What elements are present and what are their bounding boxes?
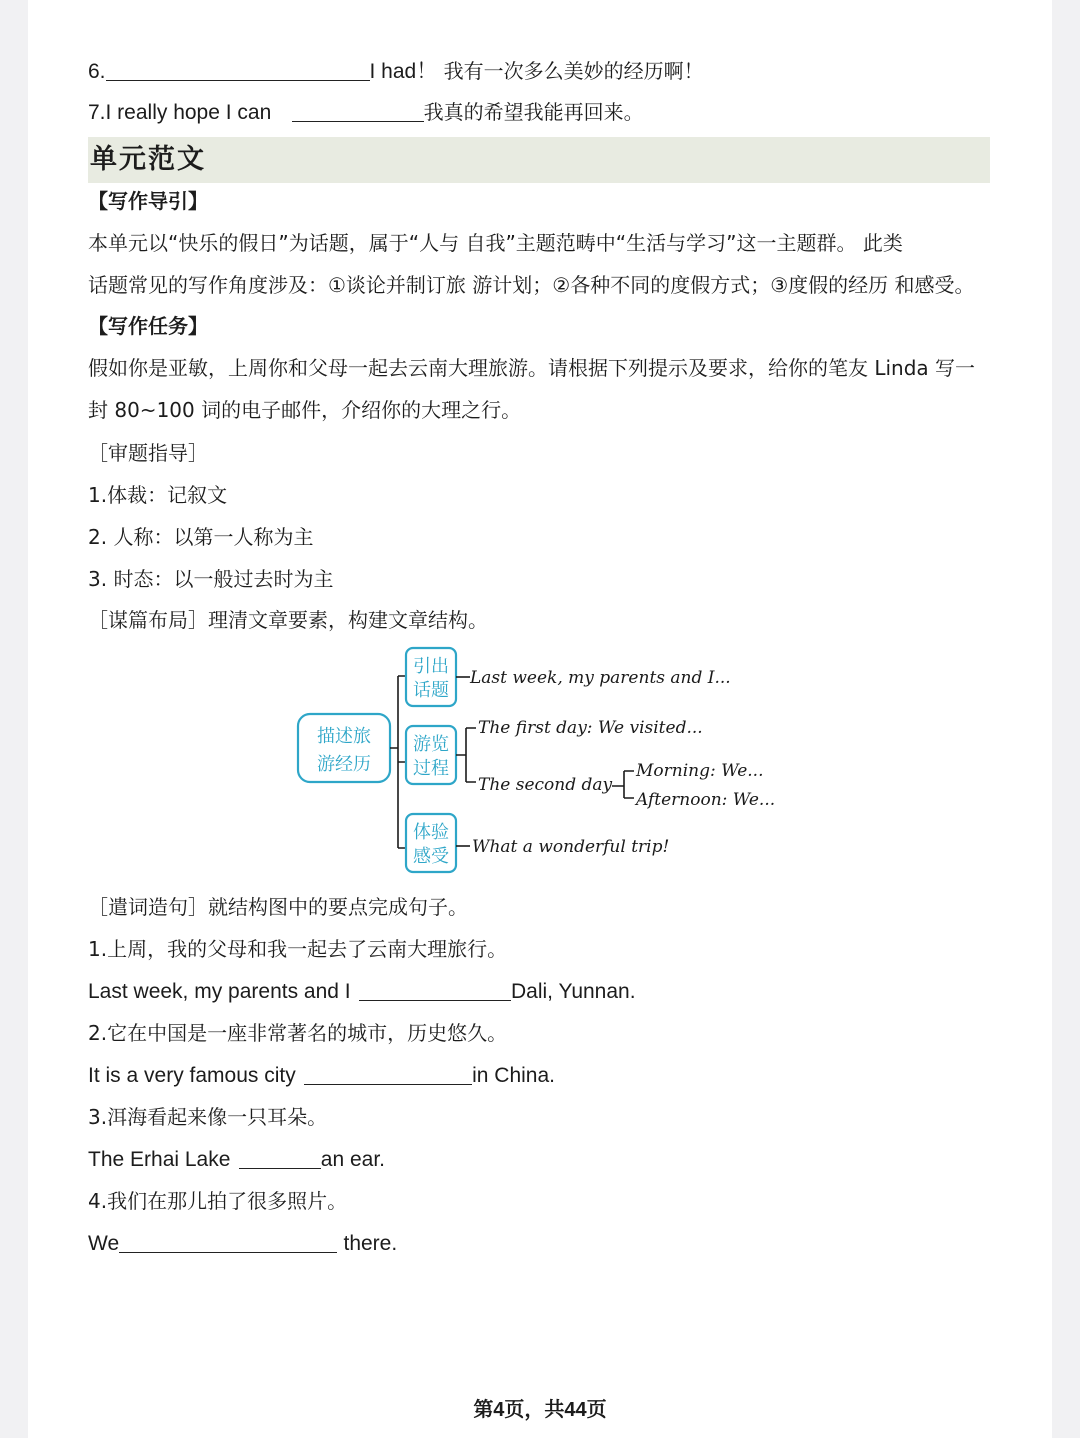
english-text: 7.I really hope I can	[88, 101, 272, 124]
sentence-7	[88, 99, 644, 126]
english-text: I had！	[369, 60, 438, 83]
question-english: The Erhai Lake an ear.	[88, 1148, 386, 1171]
answer-blank[interactable]	[359, 980, 511, 1001]
morning-text: Morning: We...	[636, 761, 764, 781]
writing-task-text: 假如你是亚敏，上周你和父母一起去云南大理旅游。请根据下列提示及要求，给你的笔友 Linda 写一	[88, 356, 976, 380]
item-number: 6.	[88, 60, 106, 83]
answer-blank[interactable]	[119, 1232, 337, 1253]
question-chinese: 2.它在中国是一座非常著名的城市，历史悠久。	[88, 1021, 508, 1045]
sentence-building-heading: ［遣词造句］就结构图中的要点完成句子。	[88, 895, 468, 919]
question-english: Last week, my parents and I Dali, Yunnan.	[88, 980, 636, 1003]
section-header-bar	[88, 137, 990, 183]
feeling-text: What a wonderful trip!	[472, 837, 670, 857]
first-day-text: The first day: We visited...	[478, 718, 703, 738]
answer-blank[interactable]	[239, 1148, 321, 1169]
page-number: 第4页，共44页	[473, 1399, 607, 1421]
chinese-text: 我真的希望我能再回来。	[423, 100, 644, 124]
writing-guide-heading: 【写作导引】	[88, 189, 208, 213]
chinese-text: 我有一次多么美妙的经历啊！	[443, 59, 704, 83]
question-chinese: 4.我们在那儿拍了很多照片。	[88, 1189, 348, 1213]
question-english: We there.	[88, 1232, 398, 1255]
afternoon-text: Afternoon: We...	[636, 790, 776, 810]
intro-text: Last week, my parents and I...	[470, 668, 731, 688]
writing-guide-text: 话题常见的写作角度涉及：①谈论并制订旅 游计划；②各种不同的度假方式；③度假的经历 和感受。	[88, 273, 975, 297]
review-item: 1.体裁：记叙文	[88, 483, 228, 507]
second-day-text: The second day	[478, 775, 613, 795]
writing-task-heading: 【写作任务】	[88, 314, 208, 338]
box-label: 话题	[413, 680, 449, 701]
box-label: 体验	[413, 822, 449, 843]
answer-blank[interactable]	[304, 1064, 472, 1085]
bracket-connector	[390, 676, 406, 848]
review-guide-heading: ［审题指导］	[88, 441, 208, 465]
writing-task-text: 封 80~100 词的电子邮件，介绍你的大理之行。	[88, 398, 522, 422]
day-bracket	[612, 771, 634, 798]
layout-guide-text: ［谋篇布局］理清文章要素，构建文章结构。	[88, 608, 488, 632]
section-title: 单元范文	[90, 144, 206, 175]
question-chinese: 1.上周，我的父母和我一起去了云南大理旅行。	[88, 937, 508, 961]
review-item: 2. 人称：以第一人称为主	[88, 525, 314, 549]
sentence-6	[88, 58, 704, 85]
answer-blank[interactable]	[106, 60, 370, 81]
question-english: It is a very famous city in China.	[88, 1064, 555, 1087]
box-label: 感受	[413, 846, 449, 867]
center-topic-line: 描述旅	[317, 726, 371, 747]
review-item: 3. 时态：以一般过去时为主	[88, 567, 334, 591]
box-label: 游览	[413, 734, 449, 755]
center-topic-line: 游经历	[317, 754, 371, 775]
structure-diagram	[280, 640, 800, 885]
process-bracket	[456, 728, 476, 782]
box-label: 过程	[413, 758, 449, 779]
box-label: 引出	[413, 656, 449, 677]
writing-guide-text: 本单元以“快乐的假日”为话题，属于“人与 自我”主题范畴中“生活与学习”这一主题群。 此类	[88, 231, 903, 255]
answer-blank[interactable]	[292, 101, 424, 122]
question-chinese: 3.洱海看起来像一只耳朵。	[88, 1105, 328, 1129]
